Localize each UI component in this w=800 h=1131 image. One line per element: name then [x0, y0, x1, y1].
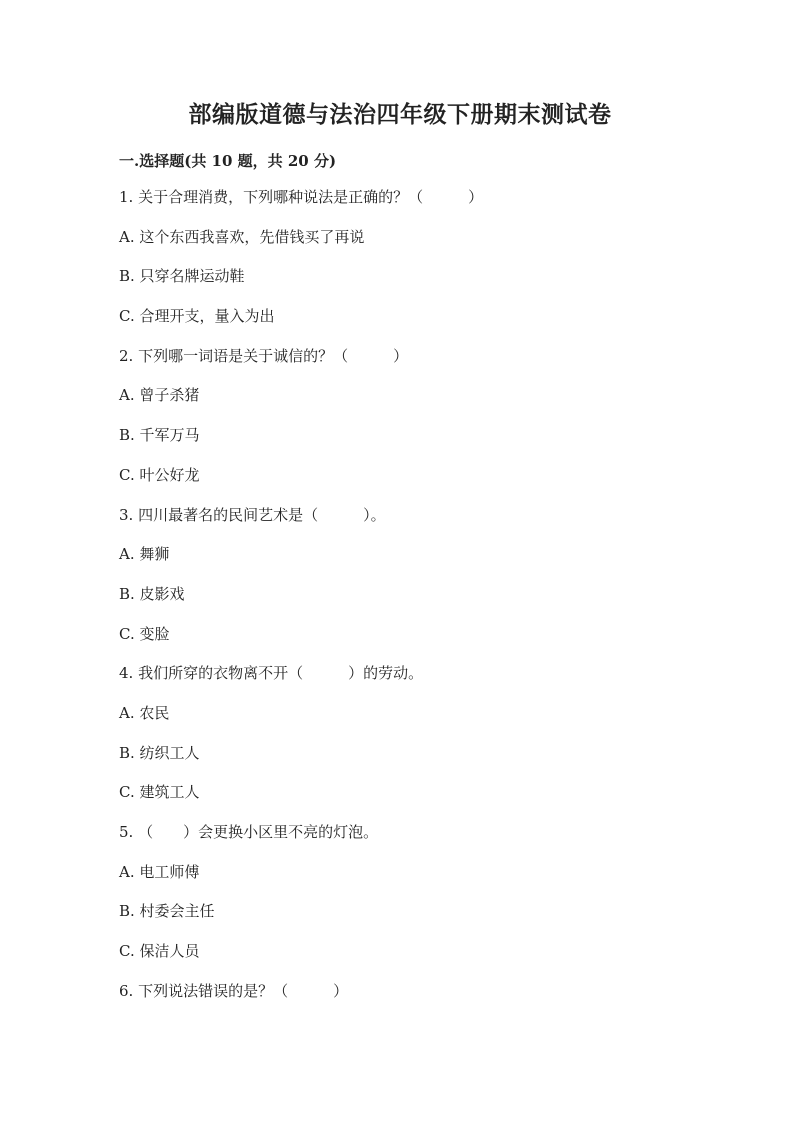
option-b: B. 只穿名牌运动鞋	[119, 267, 245, 286]
question-stem: 3. 四川最著名的民间艺术是（ ）。	[119, 505, 386, 524]
option-a: A. 舞狮	[119, 545, 170, 564]
option-b: B. 千军万马	[119, 426, 200, 445]
option-a: A. 这个东西我喜欢，先借钱买了再说	[119, 227, 365, 246]
option-a: A. 曾子杀猪	[119, 386, 200, 405]
question-stem: 4. 我们所穿的衣物离不开（ ）的劳动。	[119, 664, 424, 683]
question-4	[119, 660, 719, 819]
option-c: C. 建筑工人	[119, 783, 200, 802]
option-c: C. 保洁人员	[119, 942, 200, 961]
option-a: A. 农民	[119, 703, 170, 722]
option-c: C. 变脸	[119, 624, 170, 643]
question-stem: 1. 关于合理消费，下列哪种说法是正确的？（ ）	[119, 188, 484, 206]
option-c: C. 叶公好龙	[119, 465, 200, 484]
section-heading: 一.选择题(共 10 题，共 20 分)	[119, 152, 337, 170]
page-title: 部编版道德与法治四年级下册期末测试卷	[188, 101, 612, 128]
option-b: B. 村委会主任	[119, 902, 215, 921]
question-3	[119, 502, 719, 661]
question-5	[119, 819, 719, 978]
question-list	[119, 184, 719, 1017]
option-b: B. 纺织工人	[119, 743, 200, 762]
option-b: B. 皮影戏	[119, 584, 185, 603]
question-6	[119, 978, 719, 1018]
question-2	[119, 343, 719, 502]
question-stem: 6. 下列说法错误的是？（ ）	[119, 981, 349, 1000]
option-c: C. 合理开支，量入为出	[119, 307, 275, 326]
question-stem: 2. 下列哪一词语是关于诚信的？（ ）	[119, 346, 409, 365]
question-1	[119, 184, 719, 343]
option-a: A. 电工师傅	[119, 862, 200, 881]
question-stem: 5. （ ）会更换小区里不亮的灯泡。	[119, 823, 379, 841]
